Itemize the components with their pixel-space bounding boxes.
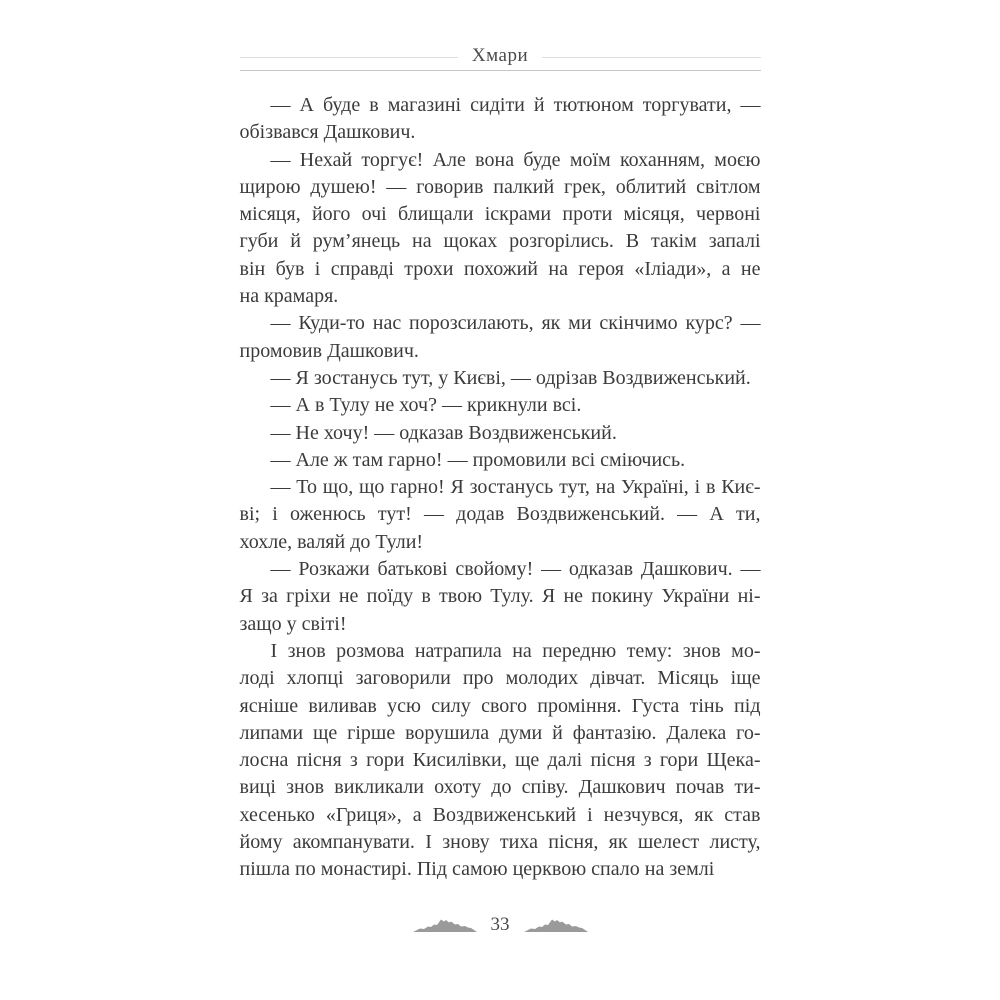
cloud-icon: [523, 915, 589, 934]
text-line: — Розкажи батькові свойому! — одказав Дашкович. —: [270, 558, 761, 581]
paragraph: [240, 420, 761, 447]
text-line: — А в Тулу не хоч? — крикнули всі.: [270, 394, 582, 417]
text-line: хесенько «Гриця», а Воздвиженський і незчувся, як став: [239, 803, 761, 826]
body-text: [240, 92, 761, 884]
text-line: — Не хочу! — одказав Воздвиженський.: [270, 421, 617, 444]
text-line: губи й рум’янець на щоках розгорілись. В такім запалі: [239, 230, 761, 253]
cloud-icon: [412, 915, 478, 934]
text-line: ві; і оженюсь тут! — додав Воздвиженський. — А ти,: [239, 503, 761, 526]
text-line: — Але ж там гарно! — промовили всі сміючись.: [270, 448, 686, 471]
text-line: лоді хлопці заговорили про молодих дівчат. Місяць іще: [239, 667, 761, 690]
text-line: — Я зостанусь тут, у Києві, — одрізав Воздвиженський.: [270, 366, 751, 389]
header-rule: [240, 70, 761, 71]
paragraph: [240, 556, 761, 638]
paragraph: [240, 447, 761, 474]
paragraph: [240, 474, 761, 556]
page-footer: [240, 915, 761, 934]
header-side-rule-left: [240, 57, 458, 58]
text-line: — То що, що гарно! Я зостанусь тут, на Україні, і в Киє-: [270, 476, 761, 499]
text-line: ясніше виливав усю силу свого проміння. Густа тінь під: [239, 694, 761, 717]
text-line: йому акомпанувати. І знову тиха пісня, як шелест листу,: [239, 831, 761, 854]
text-line: — Куди-то нас порозсилають, як ми скінчимо курс? —: [270, 312, 761, 335]
text-line: промовив Дашкович.: [239, 339, 419, 362]
text-line: щирою душею! — говорив палкий грек, облитий світлом: [239, 175, 761, 198]
page-number: 33: [490, 913, 510, 935]
paragraph: [240, 365, 761, 392]
page-header: [240, 46, 761, 71]
text-line: виці знов викликали охоту до співу. Дашкович почав ти-: [239, 776, 761, 799]
running-head: [240, 46, 761, 65]
text-line: на крамаря.: [239, 285, 339, 308]
text-line: І знов розмова натрапила на передню тему: знов мо-: [270, 639, 761, 662]
text-line: липами ще гірше ворушила думи й фантазію. Далека го-: [239, 721, 761, 744]
text-line: пішла по монастирі. Під самою церквою спало на землі: [239, 858, 715, 881]
header-side-rule-right: [542, 57, 760, 58]
text-line: місяця, його очі блищали іскрами проти місяця, червоні: [239, 203, 761, 226]
paragraph: [240, 310, 761, 365]
text-line: лосна пісня з гори Кисилівки, ще далі пісня з гори Щека-: [239, 749, 761, 772]
text-line: Я за гріхи не поїду в твою Тулу. Я не покину України ні-: [239, 585, 761, 608]
text-line: хохле, валяй до Тули!: [239, 530, 424, 553]
paragraph: [240, 92, 761, 147]
text-line: — А буде в магазині сидіти й тютюном торгувати, —: [270, 94, 761, 116]
page-title: Хмари: [471, 45, 529, 66]
text-line: защо у світі!: [239, 612, 347, 635]
paragraph: [240, 392, 761, 419]
text-line: він був і справді трохи похожий на героя «Іліади», а не: [239, 257, 761, 280]
paragraph: [240, 147, 761, 311]
text-line: обізвався Дашкович.: [239, 121, 416, 144]
text-line: — Нехай торгує! Але вона буде моїм коханням, моєю: [270, 148, 761, 171]
paragraph: [240, 638, 761, 884]
